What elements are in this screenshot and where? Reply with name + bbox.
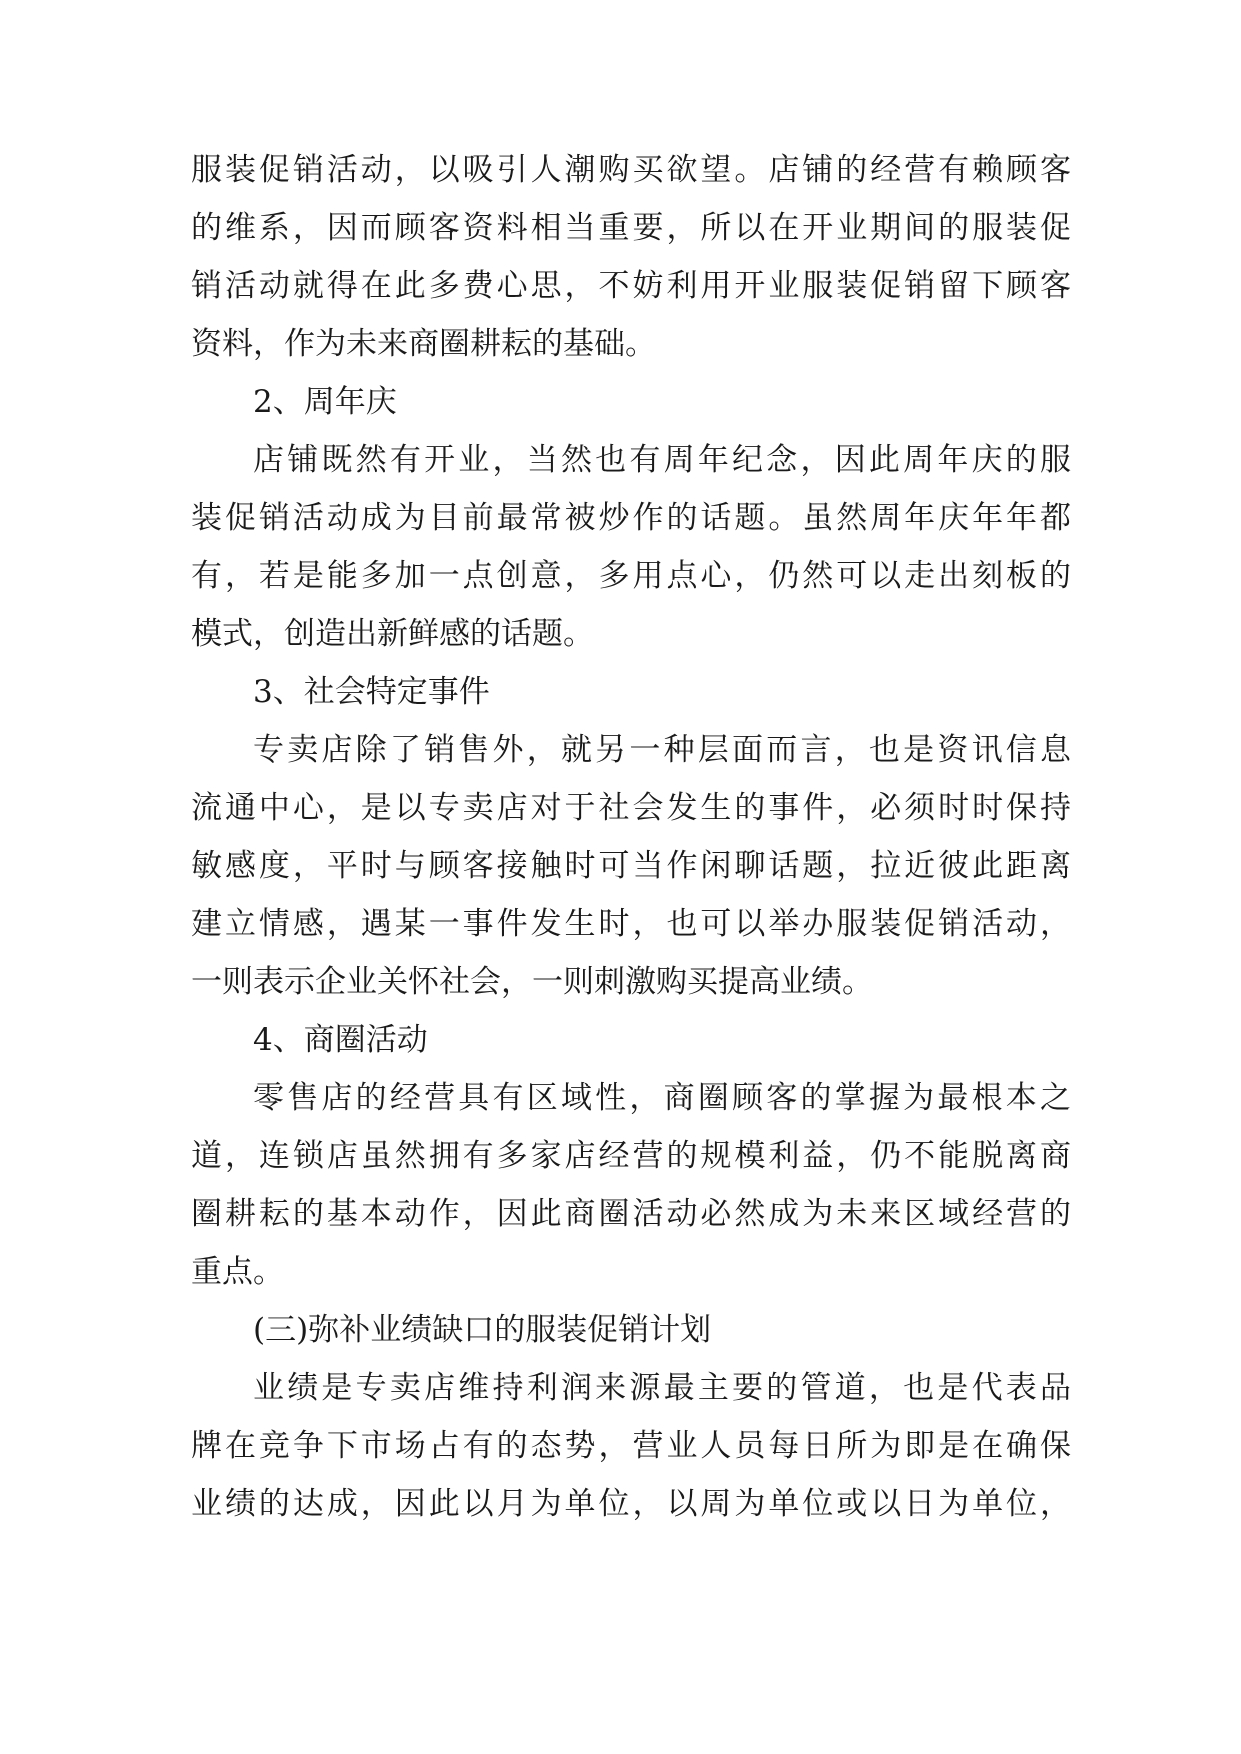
body-text-line: 专卖店除了销售外，就另一种层面而言，也是资讯信息 [253, 732, 1071, 768]
body-text-line: 业绩的达成，因此以月为单位，以周为单位或以日为单位， [191, 1486, 1071, 1522]
section-heading: (三)弥补业绩缺口的服装促销计划 [253, 1312, 712, 1348]
body-text-line: 店铺既然有开业，当然也有周年纪念，因此周年庆的服 [253, 442, 1071, 478]
body-text-line: 圈耕耘的基本动作，因此商圈活动必然成为未来区域经营的 [191, 1196, 1071, 1232]
body-text-line: 建立情感，遇某一事件发生时，也可以举办服装促销活动， [191, 906, 1071, 942]
body-text-line: 业绩是专卖店维持利润来源最主要的管道，也是代表品 [253, 1370, 1071, 1406]
body-text-line: 零售店的经营具有区域性，商圈顾客的掌握为最根本之 [253, 1080, 1071, 1116]
body-text-line: 牌在竞争下市场占有的态势，营业人员每日所为即是在确保 [191, 1428, 1071, 1464]
body-text-line: 资料，作为未来商圈耕耘的基础。 [191, 326, 656, 362]
section-heading: 4、商圈活动 [253, 1022, 428, 1058]
body-text-line: 流通中心，是以专卖店对于社会发生的事件，必须时时保持 [191, 790, 1071, 826]
body-text-line: 销活动就得在此多费心思，不妨利用开业服装促销留下顾客 [191, 268, 1071, 304]
section-heading: 2、周年庆 [253, 384, 397, 420]
section-heading: 3、社会特定事件 [253, 674, 490, 710]
body-text-line: 有，若是能多加一点创意，多用点心，仍然可以走出刻板的 [191, 558, 1071, 594]
body-text-line: 一则表示企业关怀社会，一则刺激购买提高业绩。 [191, 964, 873, 1000]
body-text-line: 装促销活动成为目前最常被炒作的话题。虽然周年庆年年都 [191, 500, 1071, 536]
body-text-line: 敏感度，平时与顾客接触时可当作闲聊话题，拉近彼此距离 [191, 848, 1071, 884]
body-text-line: 模式，创造出新鲜感的话题。 [191, 616, 594, 652]
body-text-line: 的维系，因而顾客资料相当重要，所以在开业期间的服装促 [191, 210, 1071, 246]
body-text-line: 道，连锁店虽然拥有多家店经营的规模利益，仍不能脱离商 [191, 1138, 1071, 1174]
body-text-line: 重点。 [191, 1254, 284, 1290]
body-text-line: 服装促销活动，以吸引人潮购买欲望。店铺的经营有赖顾客 [191, 152, 1071, 188]
